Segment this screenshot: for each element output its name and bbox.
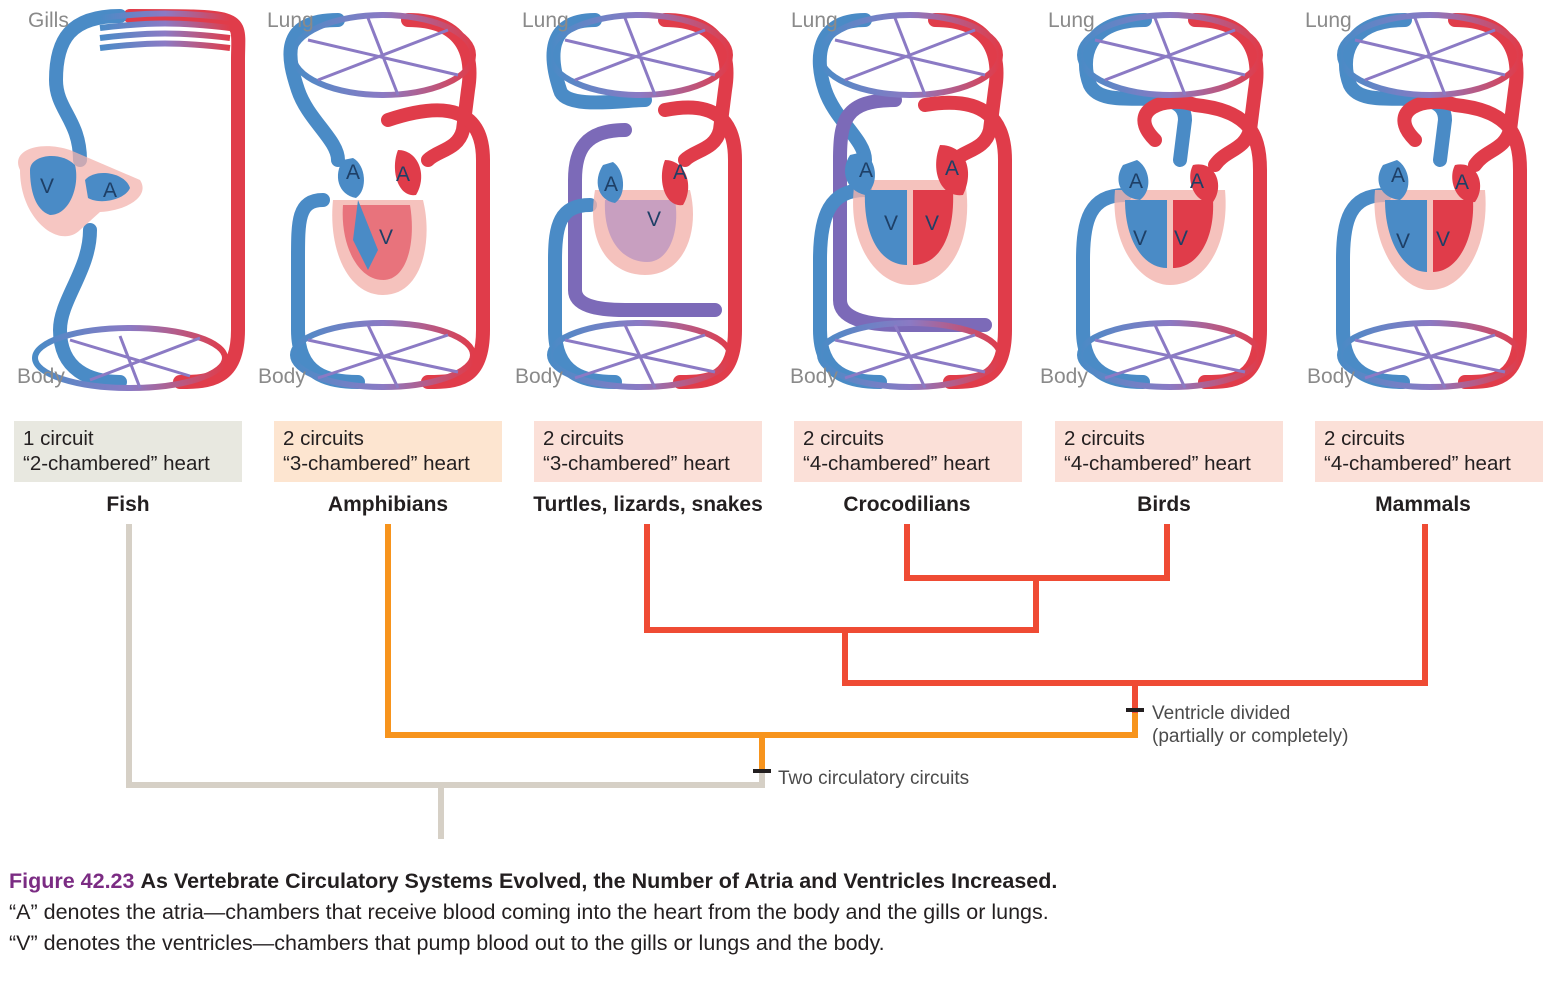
bird-lung-label: Lung bbox=[1048, 9, 1095, 32]
crocodilian-diagram bbox=[820, 15, 1005, 388]
mammal-atrium-right-letter: A bbox=[1455, 171, 1470, 194]
bird-atrium-right-letter: A bbox=[1190, 170, 1205, 193]
figure-title: As Vertebrate Circulatory Systems Evolved, the Number of Atria and Ventricles Increased. bbox=[140, 869, 1058, 893]
fish-circuits: 1 circuit bbox=[23, 427, 94, 450]
amphibian-lung-label: Lung bbox=[267, 9, 314, 32]
reptile-atrium-right-letter: A bbox=[673, 161, 688, 184]
bird-ventricle-right-letter: V bbox=[1174, 227, 1189, 250]
crocodilian-heart-type: “4-chambered” heart bbox=[803, 452, 990, 475]
crocodilian-atrium-left-letter: A bbox=[859, 159, 874, 182]
archosaur-branch bbox=[907, 527, 1167, 578]
reptile-body-label: Body bbox=[515, 365, 563, 388]
bird-atrium-left-letter: A bbox=[1129, 170, 1144, 193]
amphibian-atrium-left-letter: A bbox=[346, 161, 361, 184]
reptile-heart-type: “3-chambered” heart bbox=[543, 452, 730, 475]
caption-line-ventricles: “V” denotes the ventricles—chambers that pump blood out to the gills or lungs and the body. bbox=[9, 931, 885, 955]
taxon-birds: Birds bbox=[1137, 493, 1191, 516]
mammal-branch bbox=[845, 527, 1425, 683]
figure-caption bbox=[9, 866, 1509, 959]
reptile-lung-label: Lung bbox=[522, 9, 569, 32]
mammal-diagram bbox=[1340, 15, 1520, 388]
fish-heart-type: “2-chambered” heart bbox=[23, 452, 210, 475]
bird-circuits: 2 circuits bbox=[1064, 427, 1145, 450]
mammal-heart-type: “4-chambered” heart bbox=[1324, 452, 1511, 475]
figure-number: Figure 42.23 bbox=[9, 869, 135, 893]
amphibian-info-box bbox=[274, 421, 502, 482]
taxon-amphibians: Amphibians bbox=[327, 493, 449, 516]
amphibian-atrium-right-letter: A bbox=[396, 163, 411, 186]
reptile-circuits: 2 circuits bbox=[543, 427, 624, 450]
mammal-info-box bbox=[1315, 421, 1543, 482]
bird-ventricle-left-letter: V bbox=[1133, 227, 1148, 250]
reptile-ventricle-letter: V bbox=[647, 208, 662, 231]
bird-heart-type: “4-chambered” heart bbox=[1064, 452, 1251, 475]
ventricle-divided-line1: Ventricle divided bbox=[1152, 703, 1291, 724]
fish-vein-from-body bbox=[60, 230, 120, 382]
reptile-atrium-left-letter: A bbox=[604, 173, 619, 196]
mammal-ventricle-left-letter: V bbox=[1396, 230, 1411, 253]
bird-info-box bbox=[1055, 421, 1283, 482]
crocodilian-circuits: 2 circuits bbox=[803, 427, 884, 450]
ventricle-divided-note bbox=[1152, 702, 1348, 748]
mammal-circuits: 2 circuits bbox=[1324, 427, 1405, 450]
taxon-mammals: Mammals bbox=[1375, 493, 1471, 516]
crocodilian-body-label: Body bbox=[790, 365, 838, 388]
caption-line-atria: “A” denotes the atria—chambers that receive blood coming into the heart from the body and the gills or lungs. bbox=[9, 900, 1049, 924]
mammal-body-label: Body bbox=[1307, 365, 1355, 388]
fish-info-box bbox=[14, 421, 242, 482]
crocodilian-ventricle-right-letter: V bbox=[925, 212, 940, 235]
crocodilian-atrium-right-letter: A bbox=[945, 157, 960, 180]
mammal-lung-label: Lung bbox=[1305, 9, 1352, 32]
amphibian-ventricle-letter: V bbox=[379, 226, 394, 249]
ventricle-divided-line2: (partially or completely) bbox=[1152, 726, 1349, 747]
fish-branch bbox=[129, 527, 762, 785]
phylogenetic-tree bbox=[129, 527, 1425, 836]
bird-diagram bbox=[1080, 15, 1260, 388]
crocodilian-ventricle-left-letter: V bbox=[884, 212, 899, 235]
fish-body-label: Body bbox=[17, 365, 65, 388]
taxon-reptiles: Turtles, lizards, snakes bbox=[533, 493, 763, 516]
caption-heading bbox=[9, 866, 1509, 897]
reptile-diagram bbox=[550, 15, 735, 388]
mammal-ventricle-right-letter: V bbox=[1436, 228, 1451, 251]
fish-atrium-letter: A bbox=[103, 179, 118, 202]
crocodilian-info-box bbox=[794, 421, 1022, 482]
amphibian-heart-type: “3-chambered” heart bbox=[283, 452, 470, 475]
amphibian-diagram bbox=[290, 15, 483, 388]
fish-ventricle-letter: V bbox=[40, 175, 55, 198]
crocodilian-lung-label: Lung bbox=[791, 9, 838, 32]
taxon-crocodilians: Crocodilians bbox=[843, 493, 971, 516]
bird-body-label: Body bbox=[1040, 365, 1088, 388]
taxon-fish: Fish bbox=[106, 493, 150, 516]
amphibian-circuits: 2 circuits bbox=[283, 427, 364, 450]
reptile-info-box bbox=[534, 421, 762, 482]
fish-diagram bbox=[18, 14, 238, 389]
amphibian-body-label: Body bbox=[258, 365, 306, 388]
two-circuits-note: Two circulatory circuits bbox=[778, 768, 970, 789]
fish-gills-label: Gills bbox=[28, 9, 69, 32]
mammal-atrium-left-letter: A bbox=[1391, 164, 1406, 187]
